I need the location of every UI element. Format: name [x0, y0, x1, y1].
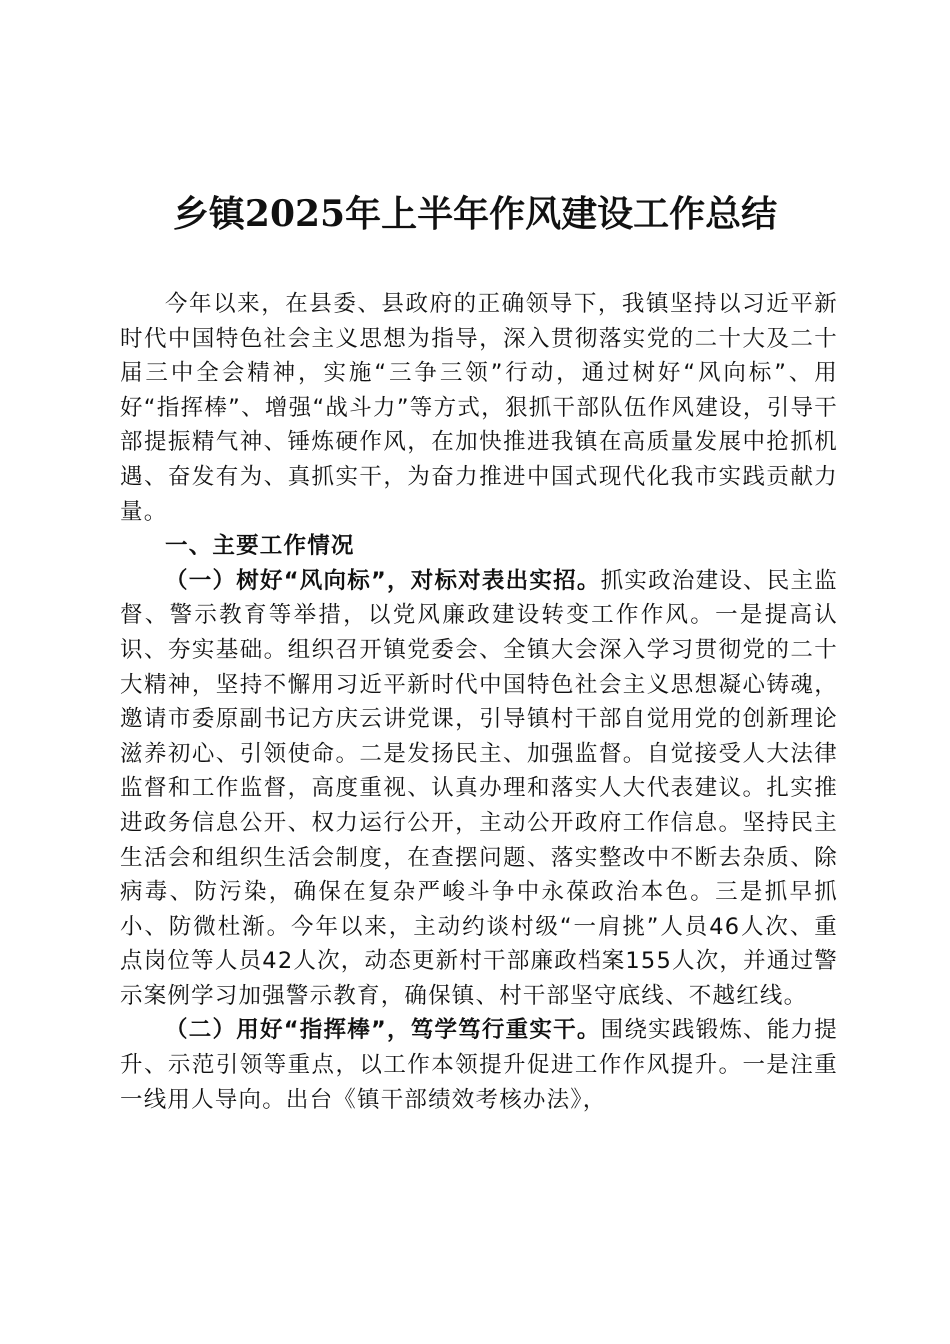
document-title: 乡镇2025年上半年作风建设工作总结	[172, 193, 778, 235]
intro-paragraph: 今年以来，在县委、县政府的正确领导下，我镇坚持以习近平新时代中国特色社会主义思想为指导，深入贯彻落实党的二十大及二十届三中全会精神，实施“三争三领”行动，通过树好“风向标”、用好“指挥棒”、增强“战斗力”等方式，狠抓干部队伍作风建设，引导干部提振精气神、锤炼硬作风，在加快推进我镇在高质量发展中抢抓机遇、奋发有为、真抓实干，为奋力推进中国式现代化我市实践贡献力量。	[120, 291, 838, 525]
section-heading-main-work: 一、主要工作情况	[165, 533, 355, 560]
document-body	[120, 287, 838, 1117]
paragraph-item-2	[120, 1013, 838, 1117]
item-1-body: 抓实政治建设、民主监督、警示教育等举措，以党风廉政建设转变工作作风。一是提高认识、夯实基础。组织召开镇党委会、全镇大会深入学习贯彻党的二十大精神，坚持不懈用习近平新时代中国特色社会主义思想凝心铸魂，邀请市委原副书记方庆云讲党课，引导镇村干部自觉用党的创新理论滋养初心、引领使命。二是发扬民主、加强监督。自觉接受人大法律监督和工作监督，高度重视、认真办理和落实人大代表建议。扎实推进政务信息公开、权力运行公开，主动公开政府工作信息。坚持民主生活会和组织生活会制度，在查摆问题、落实整改中不断去杂质、除病毒、防污染，确保在复杂严峻斗争中永葆政治本色。三是抓早抓小、防微杜渐。今年以来，主动约谈村级“一肩挑”人员46人次、重点岗位等人员42人次，动态更新村干部廉政档案155人次，并通过警示案例学习加强警示教育，确保镇、村干部坚守底线、不越红线。	[120, 567, 838, 1009]
item-2-lead: （二）用好“指挥棒”，笃学笃行重实干。	[165, 1017, 601, 1044]
item-2-body: 围绕实践锻炼、能力提升、示范引领等重点，以工作本领提升促进工作作风提升。一是注重一线用人导向。出台《镇干部绩效考核办法》，	[120, 1017, 838, 1113]
paragraph-item-1	[120, 564, 838, 1014]
item-1-lead: （一）树好“风向标”，对标对表出实招。	[165, 567, 601, 594]
